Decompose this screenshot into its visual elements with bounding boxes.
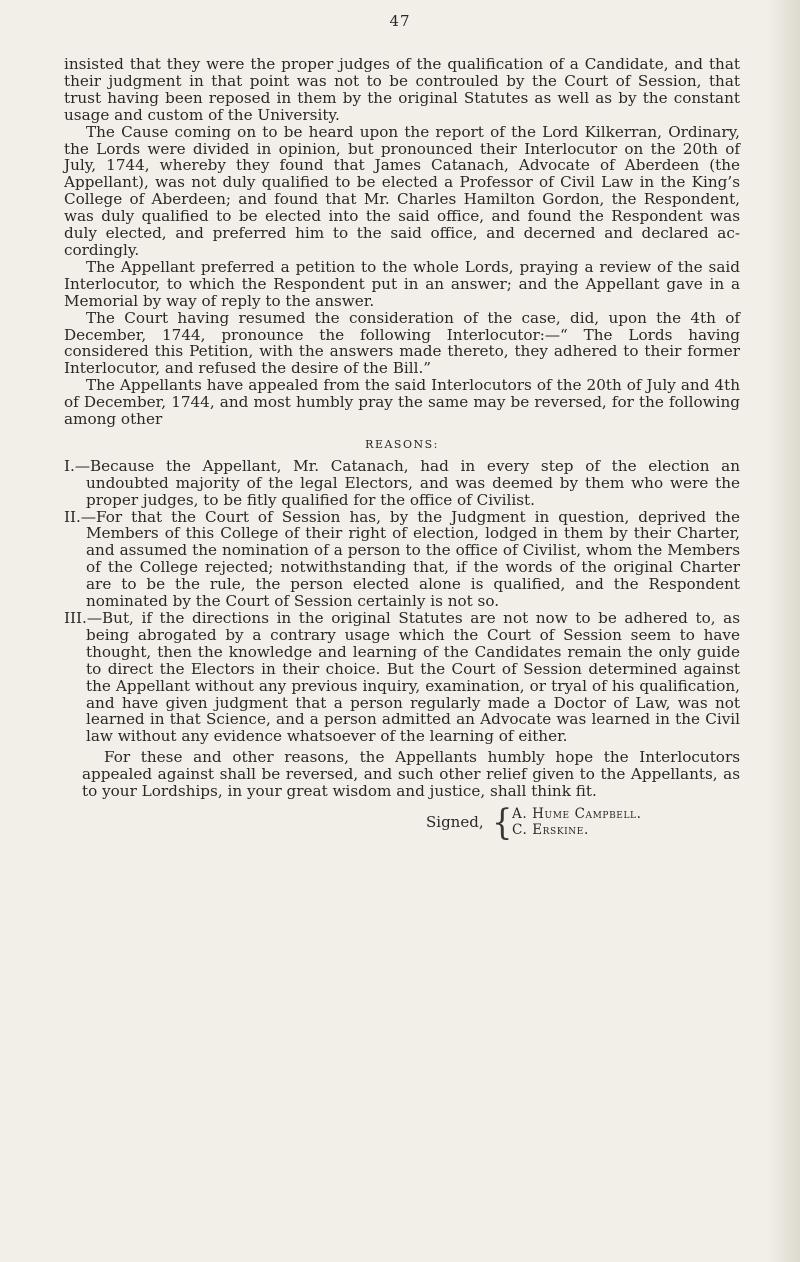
reason-item: I.—Because the Appellant, Mr. Catanach, had in every step of the election an undoubted majority of the legal Electors, and was deemed by them who were the proper judges, to be fitly qualified for the office of Civilist. xyxy=(64,456,740,509)
page-edge-shadow xyxy=(768,0,800,1262)
paragraph-court-resumed: The Court having resumed the consideration of the case, did, upon the 4th of December, 1744, pronounce the following Interlocutor:—“ The Lords having considered this Petition, with the answers made thereto, they adhered to their former Interlocutor, and refused the desire of the Bill.” xyxy=(64,308,740,378)
signature-block xyxy=(426,801,740,846)
reason-item: II.—For that the Court of Session has, by the Judgment in question, deprived the Members of this College of their right of election, lodged in them by their Charter, and assumed the nomination of a person to the office of Civilist, whom the Members of the College rejected; notwithstanding that, if the words of the original Charter are to be the rule, the person elected alone is qualified, and the Respondent nominated by the Court of Session certainly is not so. xyxy=(64,507,740,611)
reason-item: III.—But, if the directions in the original Statutes are not now to be adhered to, as being abrogated by a contrary usage which the Court of Session seem to have thought, then the knowledge and learning of the Candidates remain the only guide to direct the Electors in their choice. But the Court of Session determined against the Appellant without any previous inquiry, examination, or tryal of his qualification, and have given judgment that a person regularly made a Doctor of Law, was not learned in that Science, and a person admitted an Advocate was learned in the Civil law without any evidence whatsoever of the learning of either. xyxy=(64,609,740,746)
page-number: 47 xyxy=(389,12,411,30)
closing-paragraph: For these and other reasons, the Appellants humbly hope the Interlocutors appealed against shall be reversed, and such other relief given to the Appellants, as to your Lordships, in your great wisdom and justice, shall think fit. xyxy=(82,748,740,801)
document-body xyxy=(64,56,740,846)
reasons-heading: REASONS: xyxy=(365,437,439,451)
paragraph-cause: The Cause coming on to be heard upon the report of the Lord Kilkerran, Ordinary, the Lords were divided in opinion, but pronounced their Interlocutor on the 20th of July, 1744, whereby they found that James Catanach, Advocate of Aberdeen (the Appellant), was not duly qualified to be elected a Professor of Civil Law in the King’s College of Aberdeen; and found that Mr. Charles Hamilton Gordon, the Respondent, was duly qualified to be elected into the said office, and found the Respondent was duly elected, and preferred him to the said office, and decerned and declared accordingly. xyxy=(64,122,740,259)
signed-label: Signed, xyxy=(426,812,484,831)
paragraph-appeal: The Appellants have appealed from the said Interlocutors of the 20th of July and 4th of December, 1744, and most humbly pray the same may be reversed, for the following among other xyxy=(64,376,740,429)
paragraph-petition: The Appellant preferred a petition to the whole Lords, praying a review of the said Interlocutor, to which the Respondent put in an answer; and the Appellant gave in a Memorial by way of reply to the answer. xyxy=(64,257,740,310)
signatory-name: C. Erskine. xyxy=(512,821,589,838)
signatory-name: A. Hume Campbell. xyxy=(512,805,642,822)
brace-glyph: { xyxy=(492,801,513,843)
paragraph-continuation: insisted that they were the proper judges of the qualification of a Candidate, and that their judgment in that point was not to be controuled by the Court of Session, that trust having been reposed in them by the original Statutes as well as by the constant usage and custom of the University. xyxy=(64,55,740,124)
signatory-names xyxy=(512,806,642,838)
